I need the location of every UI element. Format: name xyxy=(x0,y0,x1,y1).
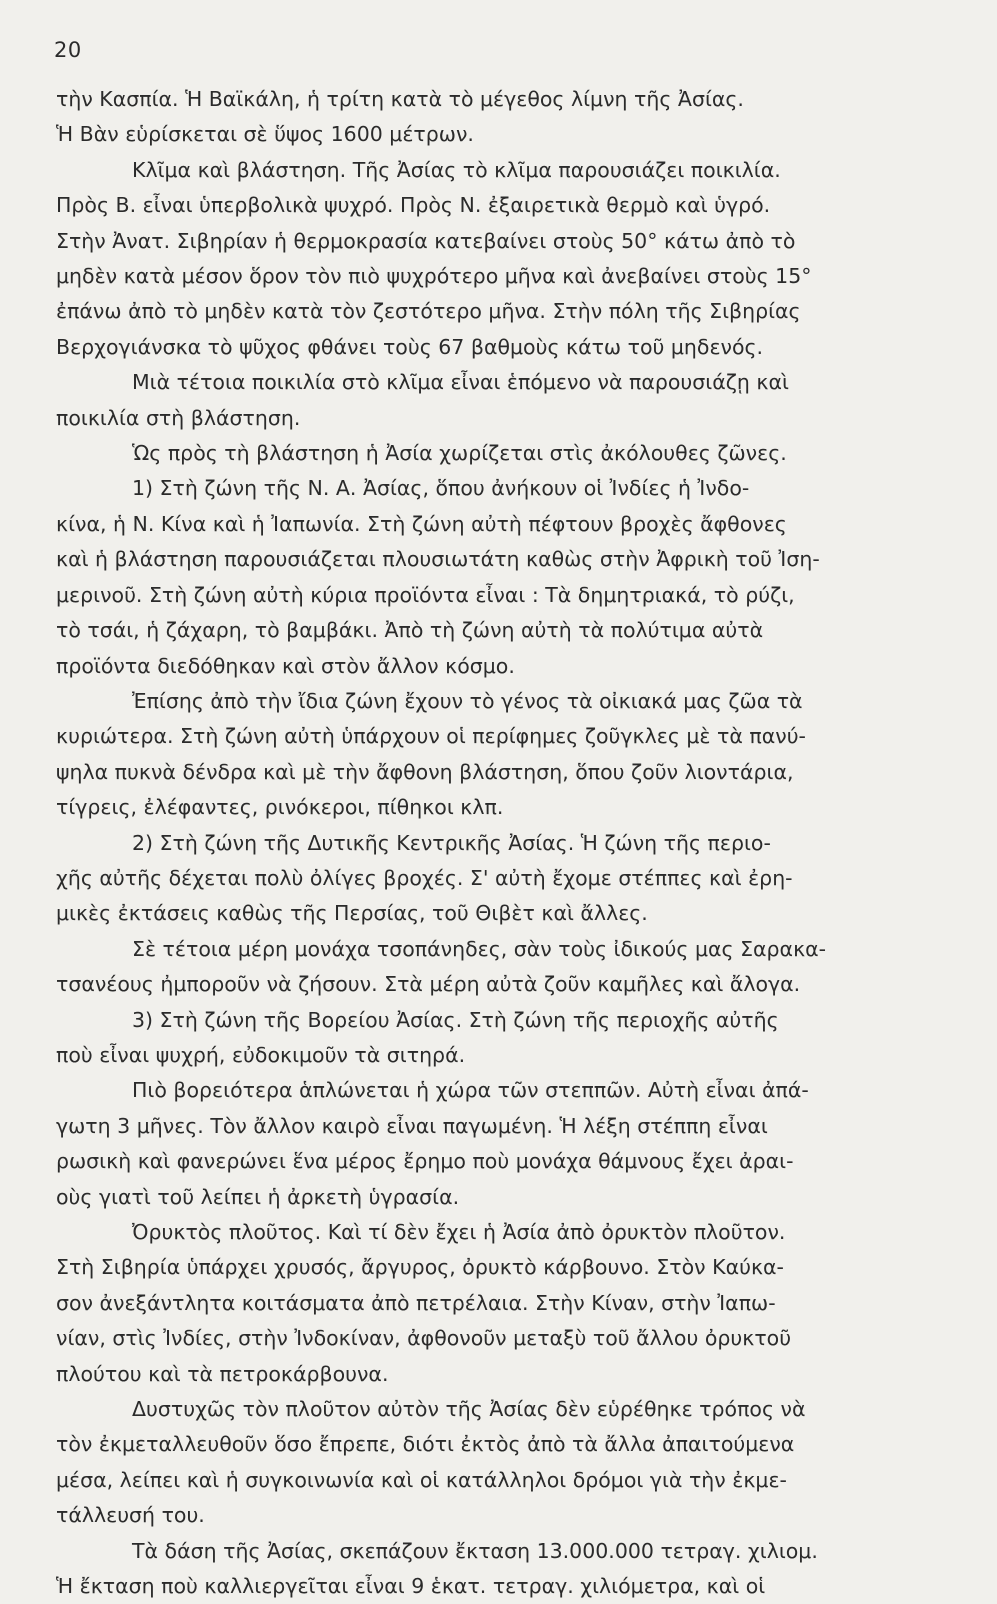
text-line: μέσα, λείπει καὶ ἡ συγκοινωνία καὶ οἱ κατάλληλοι δρόμοι γιὰ τὴν ἐκμε- xyxy=(56,1467,787,1492)
text-line: Ἡ ἔκταση ποὺ καλλιεργεῖται εἶναι 9 ἑκατ. τετραγ. χιλιόμετρα, καὶ οἱ xyxy=(56,1574,766,1599)
text-line: οὺς γιατὶ τοῦ λείπει ἡ ἀρκετὴ ὑγρασία. xyxy=(56,1184,460,1209)
text-line: γωτη 3 μῆνες. Τὸν ἄλλον καιρὸ εἶναι παγωμένη. Ἡ λέξη στέππη εἶναι xyxy=(56,1113,768,1138)
text-line: 1) Στὴ ζώνη τῆς Ν. Α. Ἀσίας, ὅπου ἀνήκουν οἱ Ἰνδίες ἡ Ἰνδο- xyxy=(132,476,750,501)
text-line: νίαν, στὶς Ἰνδίες, στὴν Ἰνδοκίναν, ἀφθονοῦν μεταξὺ τοῦ ἄλλου ὀρυκτοῦ xyxy=(56,1326,792,1351)
text-line: καὶ ἡ βλάστηση παρουσιάζεται πλουσιωτάτη καθὼς στὴν Ἀφρικὴ τοῦ Ἰση- xyxy=(56,547,820,572)
text-line: χῆς αὐτῆς δέχεται πολὺ ὀλίγες βροχές. Σ' αὐτὴ ἔχομε στέππες καὶ ἐρη- xyxy=(56,865,793,890)
text-line: Βερχογιάνσκα τὸ ψῦχος φθάνει τοὺς 67 βαθμοὺς κάτω τοῦ μηδενός. xyxy=(56,334,764,359)
text-line: ἐπάνω ἀπὸ τὸ μηδὲν κατὰ τὸν ζεστότερο μῆνα. Στὴν πόλη τῆς Σιβηρίας xyxy=(56,299,801,324)
text-line: τσανέους ἠμποροῦν νὰ ζήσουν. Στὰ μέρη αὐτὰ ζοῦν καμῆλες καὶ ἄλογα. xyxy=(56,972,801,997)
text-line: τὸ τσάι, ἡ ζάχαρη, τὸ βαμβάκι. Ἀπὸ τὴ ζώνη αὐτὴ τὰ πολύτιμα αὐτὰ xyxy=(56,618,764,643)
text-line: Ὀρυκτὸς πλοῦτος. Καὶ τί δὲν ἔχει ἡ Ἀσία ἀπὸ ὀρυκτὸν πλοῦτον. xyxy=(132,1220,786,1244)
text-line: ψηλα πυκνὰ δένδρα καὶ μὲ τὴν ἄφθονη βλάστηση, ὅπου ζοῦν λιοντάρια, xyxy=(56,759,794,784)
text-line: μηδὲν κατὰ μέσον ὅρον τὸν πιὸ ψυχρότερο μῆνα καὶ ἀνεβαίνει στοὺς 15° xyxy=(56,264,812,289)
text-line: μερινοῦ. Στὴ ζώνη αὐτὴ κύρια προϊόντα εἶναι : Τὰ δημητριακά, τὸ ρύζι, xyxy=(56,582,795,607)
text-line: τίγρεις, ἐλέφαντες, ρινόκεροι, πίθηκοι κλπ. xyxy=(56,795,504,820)
text-line: Μιὰ τέτοια ποικιλία στὸ κλῖμα εἶναι ἑπόμενο νὰ παρουσιάζῃ καὶ xyxy=(132,370,789,395)
text-line: Στὴν Ἀνατ. Σιβηρίαν ἡ θερμοκρασία κατεβαίνει στοὺς 50° κάτω ἀπὸ τὸ xyxy=(56,228,796,253)
text-line: Πιὸ βορειότερα ἁπλώνεται ἡ χώρα τῶν στεππῶν. Αὐτὴ εἶναι ἀπά- xyxy=(132,1078,809,1103)
text-line: Κλῖμα καὶ βλάστηση. Τῆς Ἀσίας τὸ κλῖμα παρουσιάζει ποικιλία. xyxy=(132,157,781,182)
text-line: τὴν Κασπία. Ἡ Βαϊκάλη, ἡ τρίτη κατὰ τὸ μέγεθος λίμνη τῆς Ἀσίας. xyxy=(56,87,744,111)
text-line: Ἐπίσης ἀπὸ τὴν ἴδια ζώνη ἔχουν τὸ γένος τὰ οἰκιακά μας ζῶα τὰ xyxy=(132,688,803,713)
page-number: 20 xyxy=(54,38,82,62)
text-line: ρωσικὴ καὶ φανερώνει ἕνα μέρος ἔρημο ποὺ μονάχα θάμνους ἔχει ἀραι- xyxy=(56,1149,794,1174)
text-line: Δυστυχῶς τὸν πλοῦτον αὐτὸν τῆς Ἀσίας δὲν εὑρέθηκε τρόπος νὰ xyxy=(132,1397,806,1422)
text-line: κυριώτερα. Στὴ ζώνη αὐτὴ ὑπάρχουν οἱ περίφημες ζοῦγκλες μὲ τὰ πανύ- xyxy=(56,724,806,749)
text-line: Σὲ τέτοια μέρη μονάχα τσοπάνηδες, σὰν τοὺς ἰδικούς μας Σαρακα- xyxy=(132,936,827,961)
text-line: Ὡς πρὸς τὴ βλάστηση ἡ Ἀσία χωρίζεται στὶς ἀκόλουθες ζῶνες. xyxy=(132,441,787,466)
text-line: τάλλευσή του. xyxy=(56,1503,205,1528)
body-text xyxy=(56,82,922,1604)
text-line: τὸν ἐκμεταλλευθοῦν ὅσο ἔπρεπε, διότι ἐκτὸς ἀπὸ τὰ ἄλλα ἀπαιτούμενα xyxy=(56,1432,795,1457)
text-line: σον ἀνεξάντλητα κοιτάσματα ἀπὸ πετρέλαια. Στὴν Κίναν, στὴν Ἰαπω- xyxy=(56,1290,776,1315)
text-line: 3) Στὴ ζώνη τῆς Βορείου Ἀσίας. Στὴ ζώνη τῆς περιοχῆς αὐτῆς xyxy=(132,1007,779,1032)
text-line: 2) Στὴ ζώνη τῆς Δυτικῆς Κεντρικῆς Ἀσίας. Ἡ ζώνη τῆς περιο- xyxy=(132,830,771,855)
text-line: προϊόντα διεδόθηκαν καὶ στὸν ἄλλον κόσμο. xyxy=(56,653,515,678)
text-line: μικὲς ἐκτάσεις καθὼς τῆς Περσίας, τοῦ Θιβὲτ καὶ ἄλλες. xyxy=(56,901,648,926)
text-line: Τὰ δάση τῆς Ἀσίας, σκεπάζουν ἔκταση 13.000.000 τετραγ. χιλιομ. xyxy=(132,1538,818,1563)
text-line: Ἡ Βὰν εὑρίσκεται σὲ ὕψος 1600 μέτρων. xyxy=(56,122,474,147)
text-line: κίνα, ἡ Ν. Κίνα καὶ ἡ Ἰαπωνία. Στὴ ζώνη αὐτὴ πέφτουν βροχὲς ἄφθονες xyxy=(56,511,787,536)
text-line: Στὴ Σιβηρία ὑπάρχει χρυσός, ἄργυρος, ὀρυκτὸ κάρβουνο. Στὸν Καύκα- xyxy=(56,1255,784,1280)
text-line: Πρὸς Β. εἶναι ὑπερβολικὰ ψυχρό. Πρὸς Ν. ἐξαιρετικὰ θερμὸ καὶ ὑγρό. xyxy=(56,193,771,218)
text-line: ποὺ εἶναι ψυχρή, εὐδοκιμοῦν τὰ σιτηρά. xyxy=(56,1042,466,1067)
text-line: ποικιλία στὴ βλάστηση. xyxy=(56,405,301,430)
text-line: πλούτου καὶ τὰ πετροκάρβουνα. xyxy=(56,1361,389,1386)
